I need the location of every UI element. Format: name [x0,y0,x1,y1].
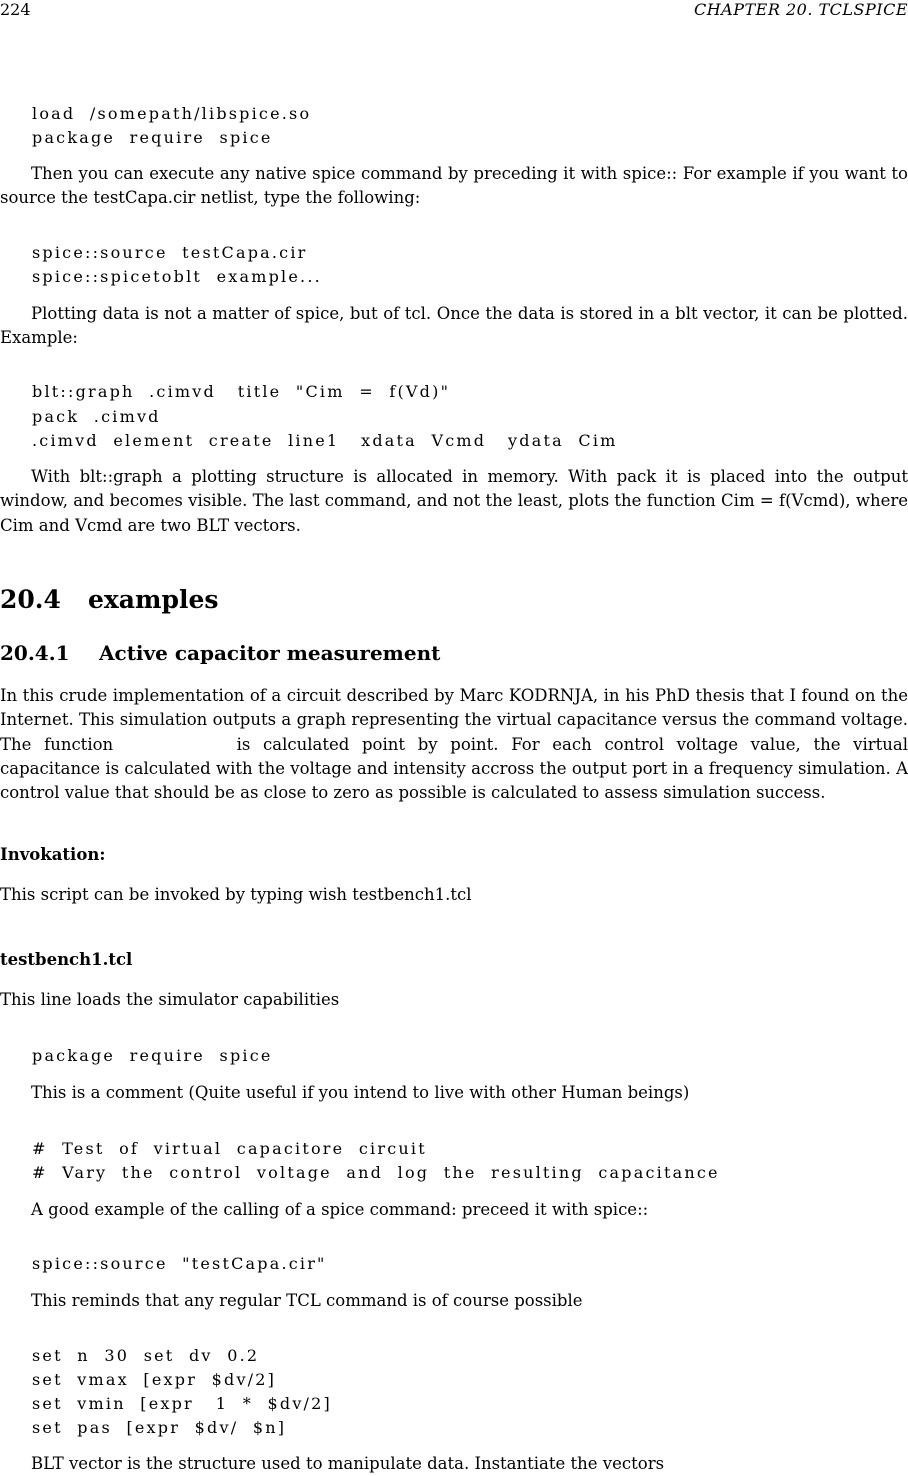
paragraph [0,684,908,805]
testbench-heading: testbench1.tcl [0,950,133,969]
paragraph: This is a comment (Quite useful if you intend to live with other Human beings) [31,1083,690,1102]
code-line: package require spice [32,128,273,147]
paragraph: This script can be invoked by typing wish testbench1.tcl [0,885,472,904]
code-line: set vmax [expr $dv/2] [32,1370,277,1389]
paragraph: Plotting data is not a matter of spice, but of tcl. Once the data is stored in a blt vector, it can be plotted. Example: [0,304,908,348]
chapter-title: CHAPTER 20. TCLSPICE [693,0,908,19]
paragraph: A good example of the calling of a spice command: preceed it with spice:: [31,1200,649,1219]
code-line: .cimvd element create line1 xdata Vcmd ydata Cim [32,431,618,450]
code-line: package require spice [32,1046,273,1065]
code-line: set n 30 set dv 0.2 [32,1346,260,1365]
subsection-heading: Active capacitor measurement [99,641,441,665]
code-line: set vmin [expr 1 * $dv/2] [32,1394,332,1413]
paragraph: This reminds that any regular TCL command is of course possible [31,1291,583,1310]
subsection-number: 20.4.1 [0,641,70,665]
paragraph-part: is calculated point by point. For each control voltage value, the virtual capacitance is calculated with the voltage and intensity accross the output port in a frequency simulation. A control value that should be as close to zero as possible is calculated to assess simulation success. [0,734,908,803]
paragraph: This line loads the simulator capabilities [0,990,340,1009]
section-title [0,584,218,616]
code-line: blt::graph .cimvd title "Cim = f(Vd)" [32,382,451,401]
section-heading: examples [88,585,219,614]
code-line: spice::source testCapa.cir [32,243,308,262]
page-number: 224 [0,0,31,19]
code-line: pack .cimvd [32,407,161,426]
subsection-title [0,640,440,666]
paragraph: With blt::graph a plotting structure is allocated in memory. With pack it is placed into the output window, and becomes visible. The last command, and not the least, plots the function Cim = f(Vcmd), where Cim and Vcmd are two BLT vectors. [0,467,908,535]
code-line: set pas [expr $dv/ $n] [32,1418,287,1437]
invokation-heading: Invokation: [0,845,106,864]
section-number: 20.4 [0,585,61,614]
paragraph: Then you can execute any native spice command by preceding it with spice:: For example if you want to source the testCapa.cir netlist, type the following: [0,164,908,208]
code-line: spice::spicetoblt example... [32,267,322,286]
code-line: load /somepath/libspice.so [32,104,312,123]
paragraph-part: In this crude implementation of a circuit described by Marc KODRNJA, in his PhD thesis that I found on the Internet. This simulation outputs a graph representing the virtual capacitance versus the command voltage. The function [0,686,908,754]
paragraph: BLT vector is the structure used to manipulate data. Instantiate the vectors [31,1454,665,1473]
code-line: # Vary the control voltage and log the resulting capacitance [32,1163,720,1182]
code-line: spice::source "testCapa.cir" [32,1254,327,1273]
code-line: # Test of virtual capacitore circuit [32,1139,427,1158]
